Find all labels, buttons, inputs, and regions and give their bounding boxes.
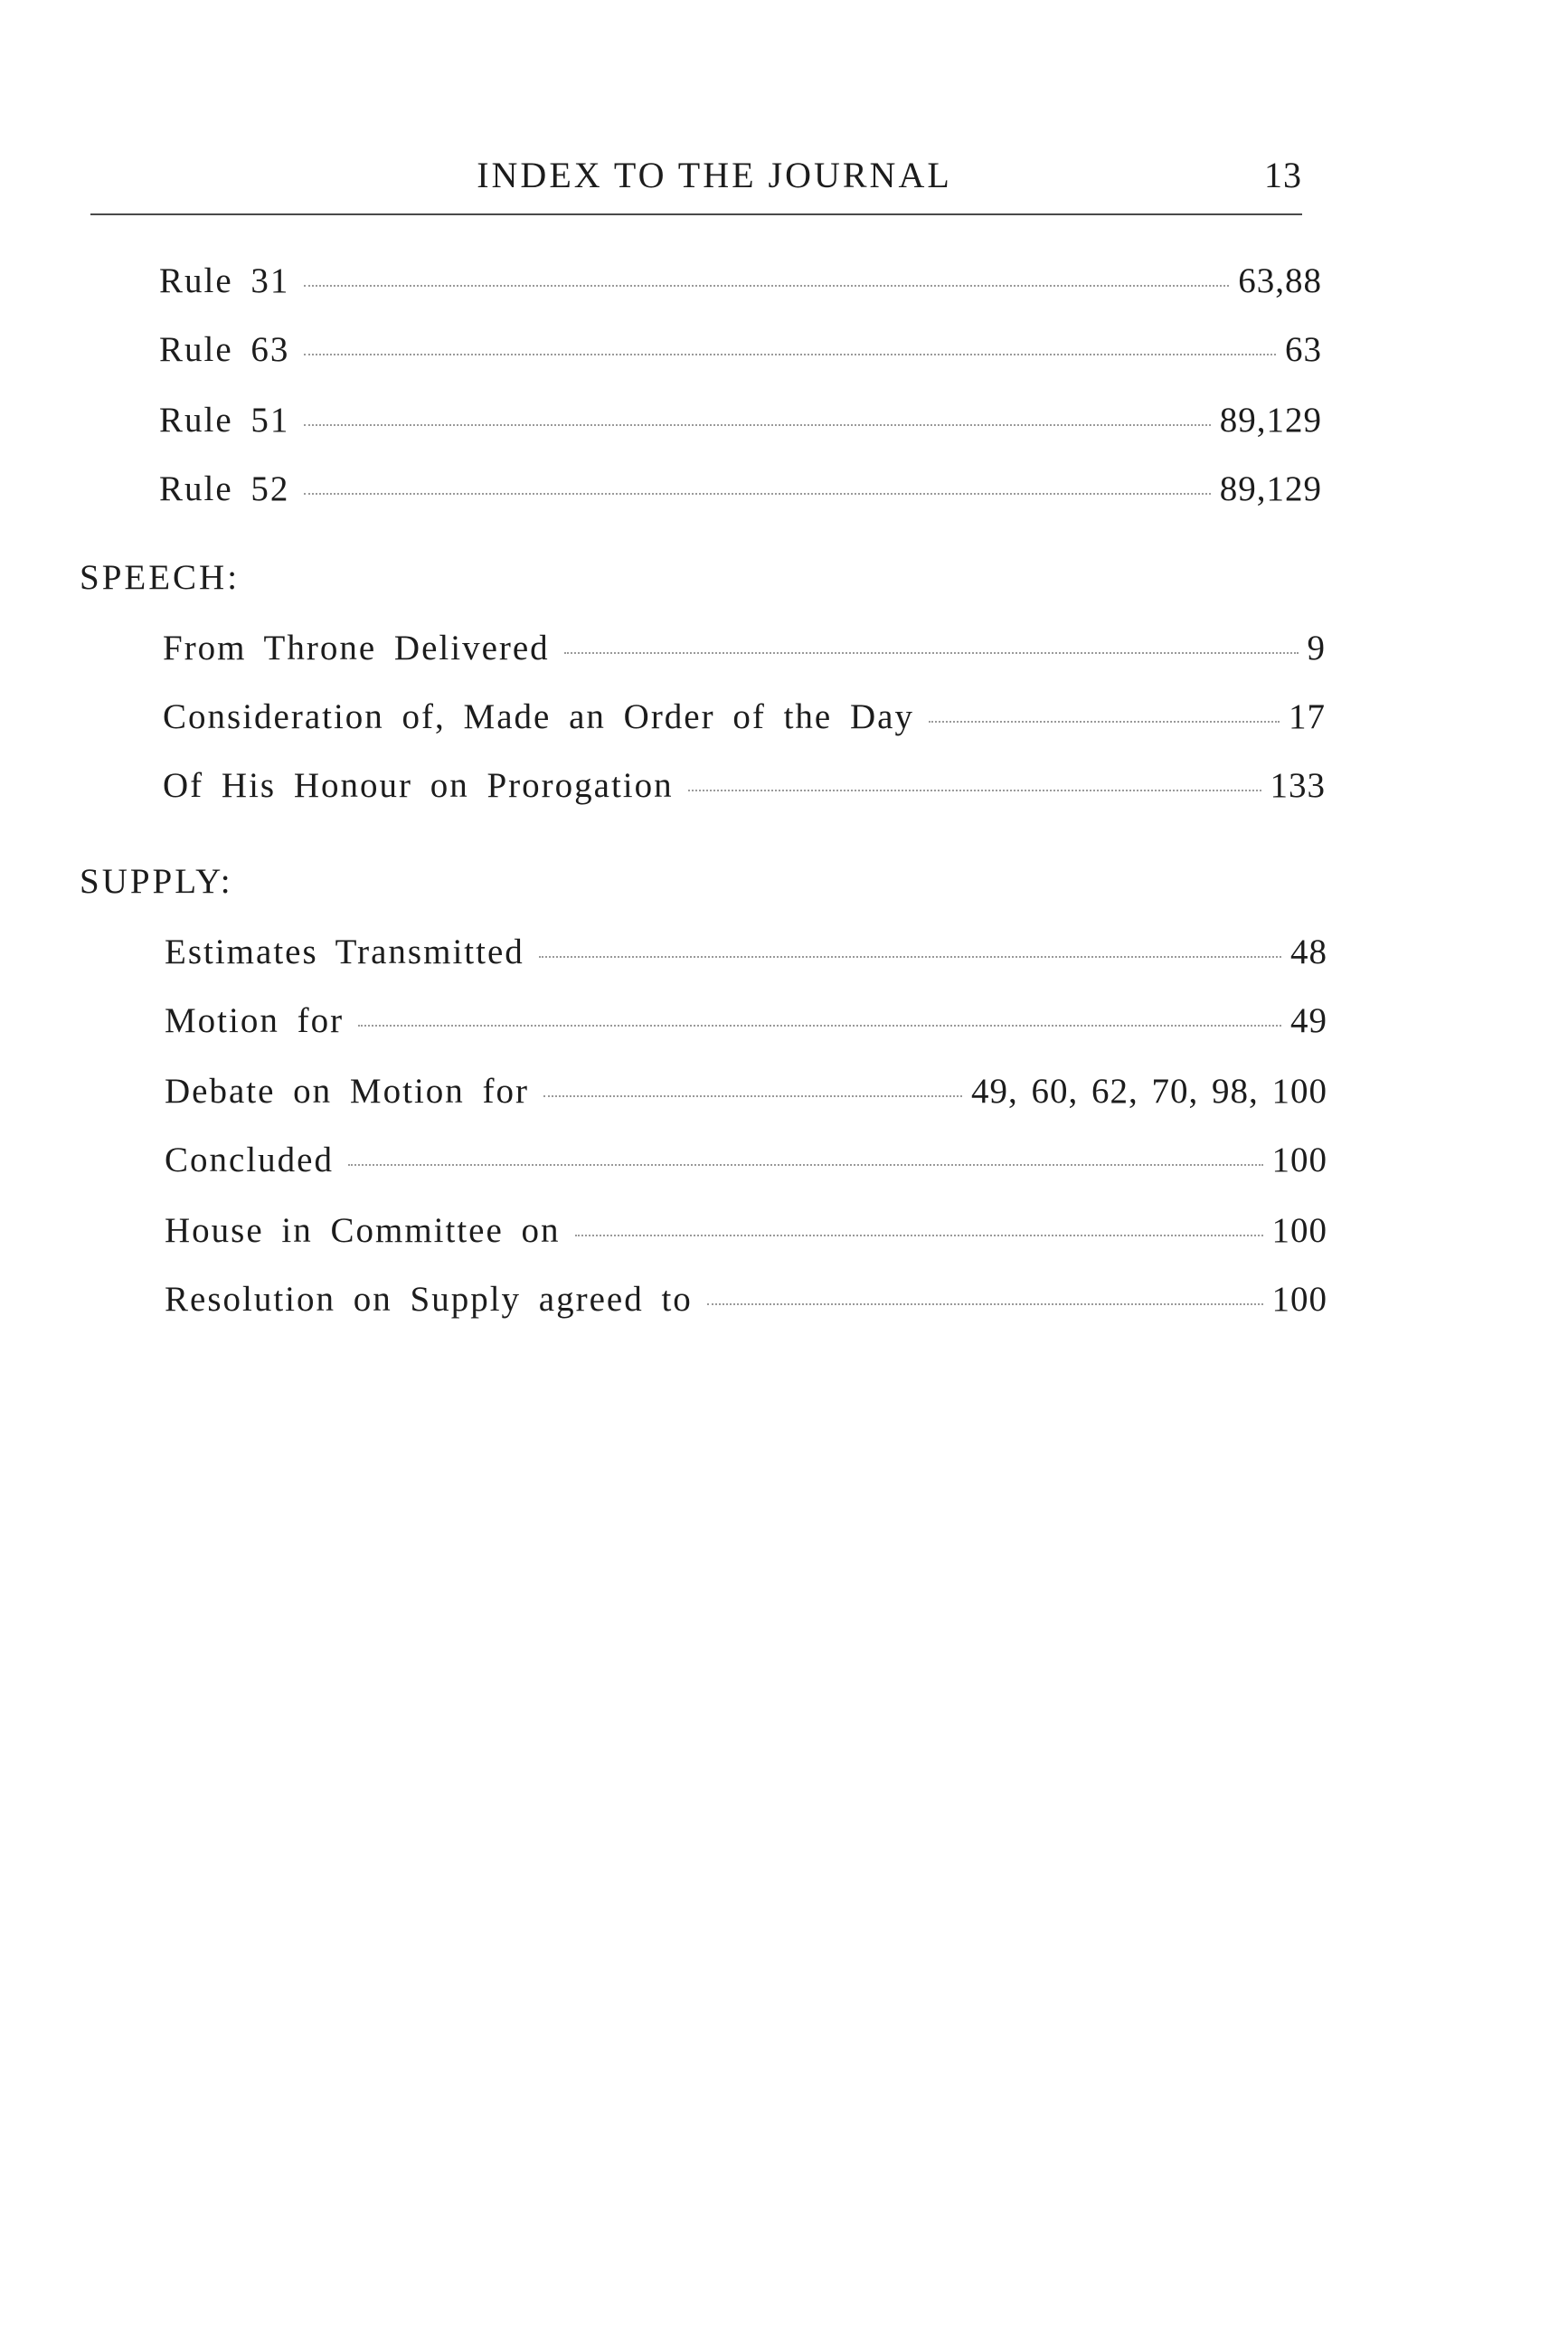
entry-pages: 100 bbox=[1271, 1211, 1327, 1250]
entry-pages: 17 bbox=[1289, 697, 1326, 736]
entry-pages: 100 bbox=[1271, 1280, 1327, 1319]
entry-label: Debate on Motion for bbox=[165, 1072, 530, 1111]
dot-leader bbox=[304, 493, 1210, 495]
section-heading-speech: SPEECH: bbox=[80, 558, 241, 597]
entry-pages: 49 bbox=[1290, 1001, 1327, 1040]
index-entry-supply-estimates bbox=[165, 932, 1327, 977]
index-entry-supply-committee bbox=[165, 1210, 1327, 1255]
entry-pages: 89,129 bbox=[1219, 401, 1322, 440]
index-entry-supply-concluded bbox=[165, 1140, 1327, 1185]
header-rule bbox=[90, 213, 1302, 215]
entry-pages: 89,129 bbox=[1219, 469, 1322, 508]
dot-leader bbox=[707, 1303, 1263, 1305]
entry-label: Consideration of, Made an Order of the Day bbox=[163, 697, 914, 736]
entry-label: House in Committee on bbox=[165, 1211, 561, 1250]
entry-pages: 9 bbox=[1307, 629, 1326, 667]
index-entry-supply-debate bbox=[165, 1071, 1327, 1116]
entry-label: Rule 52 bbox=[159, 469, 290, 508]
section-heading-supply: SUPPLY: bbox=[80, 862, 233, 901]
dot-leader bbox=[929, 721, 1280, 723]
dot-leader bbox=[358, 1025, 1281, 1027]
entry-label: Rule 63 bbox=[159, 330, 290, 369]
index-entry-speech-throne bbox=[163, 628, 1326, 673]
entry-label: Motion for bbox=[165, 1001, 345, 1040]
dot-leader bbox=[304, 285, 1229, 287]
entry-pages: 48 bbox=[1290, 933, 1327, 971]
page-number: 13 bbox=[1264, 155, 1302, 195]
dot-leader bbox=[543, 1095, 962, 1097]
entry-pages: 63,88 bbox=[1238, 261, 1322, 300]
index-entry-supply-resolution bbox=[165, 1279, 1327, 1324]
entry-label: Concluded bbox=[165, 1141, 334, 1179]
running-head bbox=[90, 154, 1302, 201]
entry-pages: 133 bbox=[1270, 766, 1326, 805]
running-title: INDEX TO THE JOURNAL bbox=[477, 155, 952, 195]
dot-leader bbox=[564, 652, 1299, 654]
index-entry-speech-consideration bbox=[163, 696, 1326, 742]
index-entry-rule-31 bbox=[159, 260, 1322, 306]
index-entry-rule-52 bbox=[159, 469, 1322, 514]
dot-leader bbox=[348, 1164, 1263, 1166]
dot-leader bbox=[575, 1235, 1263, 1236]
dot-leader bbox=[539, 956, 1281, 958]
entry-pages: 100 bbox=[1271, 1141, 1327, 1179]
entry-pages: 63 bbox=[1285, 330, 1322, 369]
dot-leader bbox=[304, 424, 1210, 426]
entry-label: Of His Honour on Prorogation bbox=[163, 766, 674, 805]
index-entry-rule-63 bbox=[159, 329, 1322, 374]
dot-leader bbox=[688, 790, 1261, 791]
entry-pages: 49, 60, 62, 70, 98, 100 bbox=[971, 1072, 1327, 1111]
entry-label: From Throne Delivered bbox=[163, 629, 550, 667]
index-entry-speech-prorogation bbox=[163, 765, 1326, 810]
index-entry-supply-motion bbox=[165, 1000, 1327, 1046]
dot-leader bbox=[304, 354, 1276, 355]
index-entry-rule-51 bbox=[159, 400, 1322, 445]
entry-label: Resolution on Supply agreed to bbox=[165, 1280, 693, 1319]
entry-label: Rule 51 bbox=[159, 401, 290, 440]
entry-label: Rule 31 bbox=[159, 261, 290, 300]
entry-label: Estimates Transmitted bbox=[165, 933, 524, 971]
